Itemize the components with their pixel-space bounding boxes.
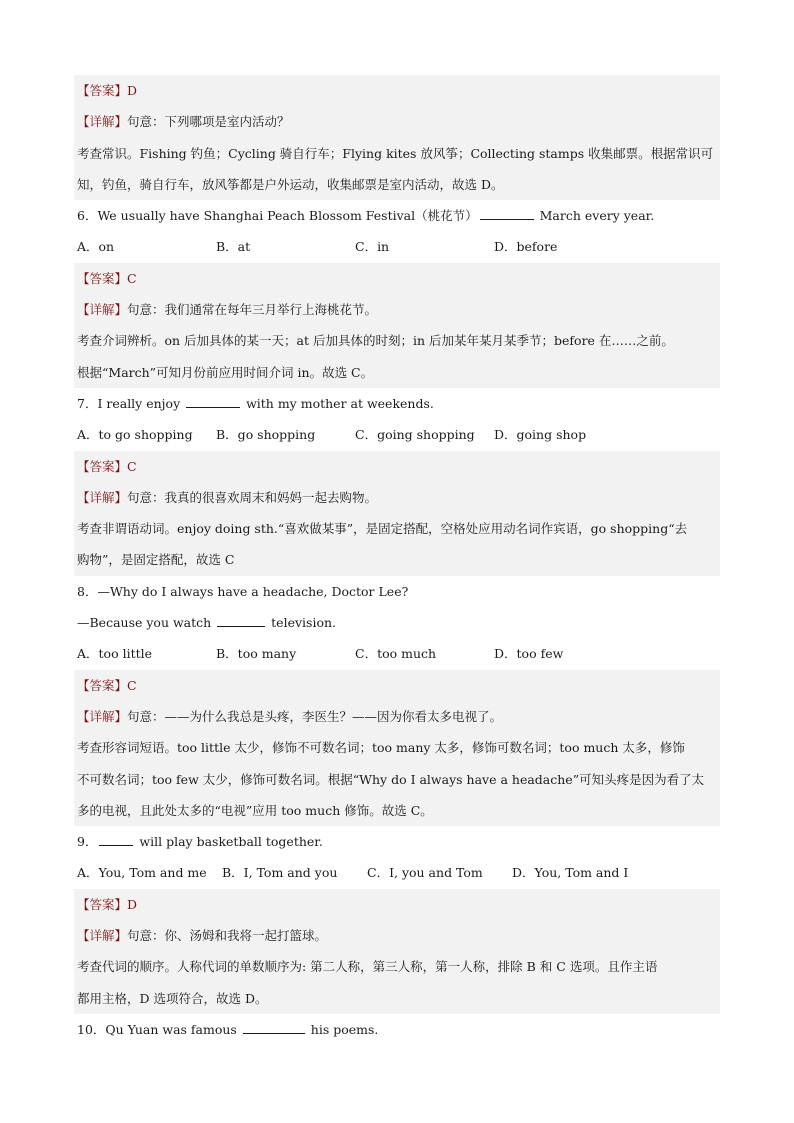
option-c: C．in (355, 239, 390, 255)
options-7 (74, 419, 720, 450)
option-d: D．going shop (494, 427, 587, 443)
answer-value: D (127, 896, 138, 912)
answer-value: C (127, 458, 137, 474)
detail-label: 【详解】 (77, 489, 128, 505)
detail-text-line: 考查非谓语动词。enjoy doing sth.“喜欢做某事”，是固定搭配，空格处应用动名词作宾语，go shopping“去 (74, 513, 720, 544)
question-9 (74, 826, 720, 857)
detail-text-line: 购物”，是固定搭配，故选 C (74, 544, 720, 575)
question-text: his poems. (306, 1021, 379, 1037)
option-c: C．too much (355, 646, 437, 662)
question-text: 7．I really enjoy (77, 395, 185, 411)
option-b: B．I, Tom and you (222, 865, 338, 881)
answer-line (74, 75, 720, 106)
question-text: March every year. (535, 208, 655, 224)
answer-blank (99, 833, 133, 846)
question-7 (74, 388, 720, 419)
detail-label: 【详解】 (77, 114, 128, 130)
detail-intro: 句意：我们通常在每年三月举行上海桃花节。 (127, 302, 378, 318)
detail-intro-line (74, 106, 720, 137)
answer-label: 【答案】 (77, 677, 128, 693)
question-text: will play basketball together. (135, 834, 323, 850)
detail-label: 【详解】 (77, 302, 128, 318)
question-text: 10．Qu Yuan was famous (77, 1021, 241, 1037)
answer-value: D (127, 83, 138, 98)
detail-text-line: 考查代词的顺序。人称代词的单数顺序为: 第二人称，第三人称，第一人称，排除 B 和 C 选项。且作主语 (74, 951, 720, 982)
detail-label: 【详解】 (77, 928, 128, 944)
option-c: C．going shopping (355, 427, 475, 443)
detail-intro: 句意：我真的很喜欢周末和妈妈一起去购物。 (127, 489, 378, 505)
answer-blank (217, 614, 265, 627)
answer-line (74, 670, 720, 701)
answer-blank (186, 395, 240, 408)
question-8: 8．—Why do I always have a headache, Doctor Lee? (77, 583, 409, 599)
detail-intro: 句意：——为什么我总是头疼，李医生？——因为你看太多电视了。 (127, 708, 503, 724)
detail-text-line: 考查介词辨析。on 后加具体的某一天；at 后加具体的时刻；in 后加某年某月某季节；before 在……之前。 (74, 325, 720, 356)
options-8 (74, 638, 720, 669)
question-text: with my mother at weekends. (242, 395, 434, 411)
detail-text-line: 知，钓鱼，骑自行车，放风筝都是户外运动，收集邮票是室内活动，故选 D。 (74, 169, 720, 200)
option-b: B．too many (216, 646, 297, 662)
options-9 (74, 857, 720, 888)
question-text: 9． (77, 834, 98, 850)
document-content (74, 75, 720, 1045)
answer-label: 【答案】 (77, 270, 128, 286)
answer-label: 【答案】 (77, 83, 128, 98)
options-6 (74, 231, 720, 262)
detail-text-line: 多的电视，且此处太多的“电视”应用 too much 修饰。故选 C。 (74, 795, 720, 826)
option-a: A．on (77, 239, 115, 255)
option-a: A．to go shopping (77, 427, 193, 443)
answer-label: 【答案】 (77, 458, 128, 474)
option-c: C．I, you and Tom (367, 865, 483, 881)
detail-label: 【详解】 (77, 708, 128, 724)
answer-line (74, 451, 720, 482)
detail-intro: 句意：下列哪项是室内活动？ (127, 114, 290, 130)
question-6 (74, 200, 720, 231)
question-8-response (74, 607, 720, 638)
detail-intro-line (74, 294, 720, 325)
detail-intro: 句意：你、汤姆和我将一起打篮球。 (127, 928, 328, 944)
answer-line (74, 889, 720, 920)
answer-line (74, 263, 720, 294)
detail-text-line: 根据“March”可知月份前应用时间介词 in。故选 C。 (74, 357, 720, 388)
option-d: D．before (494, 239, 558, 255)
answer-blank (243, 1021, 305, 1034)
detail-text-line: 都用主格，D 选项符合，故选 D。 (74, 983, 720, 1014)
answer-value: C (127, 677, 137, 693)
option-b: B．go shopping (216, 427, 316, 443)
answer-blank (480, 207, 534, 220)
option-a: A．too little (77, 646, 153, 662)
answer-label: 【答案】 (77, 896, 128, 912)
detail-text-line: 考查形容词短语。too little 太少，修饰不可数名词；too many 太多，修饰可数名词；too much 太多，修饰 (74, 732, 720, 763)
option-d: D．too few (494, 646, 564, 662)
detail-intro-line (74, 920, 720, 951)
question-text: —Because you watch (77, 615, 216, 631)
question-text: 6．We usually have Shanghai Peach Blossom Festival（桃花节） (77, 208, 478, 224)
detail-intro-line (74, 482, 720, 513)
option-a: A．You, Tom and me (77, 865, 207, 881)
detail-text-line: 不可数名词；too few 太少，修饰可数名词。根据“Why do I always have a headache”可知头疼是因为看了太 (74, 764, 720, 795)
answer-value: C (127, 270, 137, 286)
detail-intro-line (74, 701, 720, 732)
question-text: television. (267, 615, 336, 631)
question-10 (74, 1014, 720, 1045)
option-b: B．at (216, 239, 251, 255)
detail-text-line: 考查常识。Fishing 钓鱼；Cycling 骑自行车；Flying kites 放风筝；Collecting stamps 收集邮票。根据常识可 (74, 138, 720, 169)
option-d: D．You, Tom and I (512, 865, 629, 881)
